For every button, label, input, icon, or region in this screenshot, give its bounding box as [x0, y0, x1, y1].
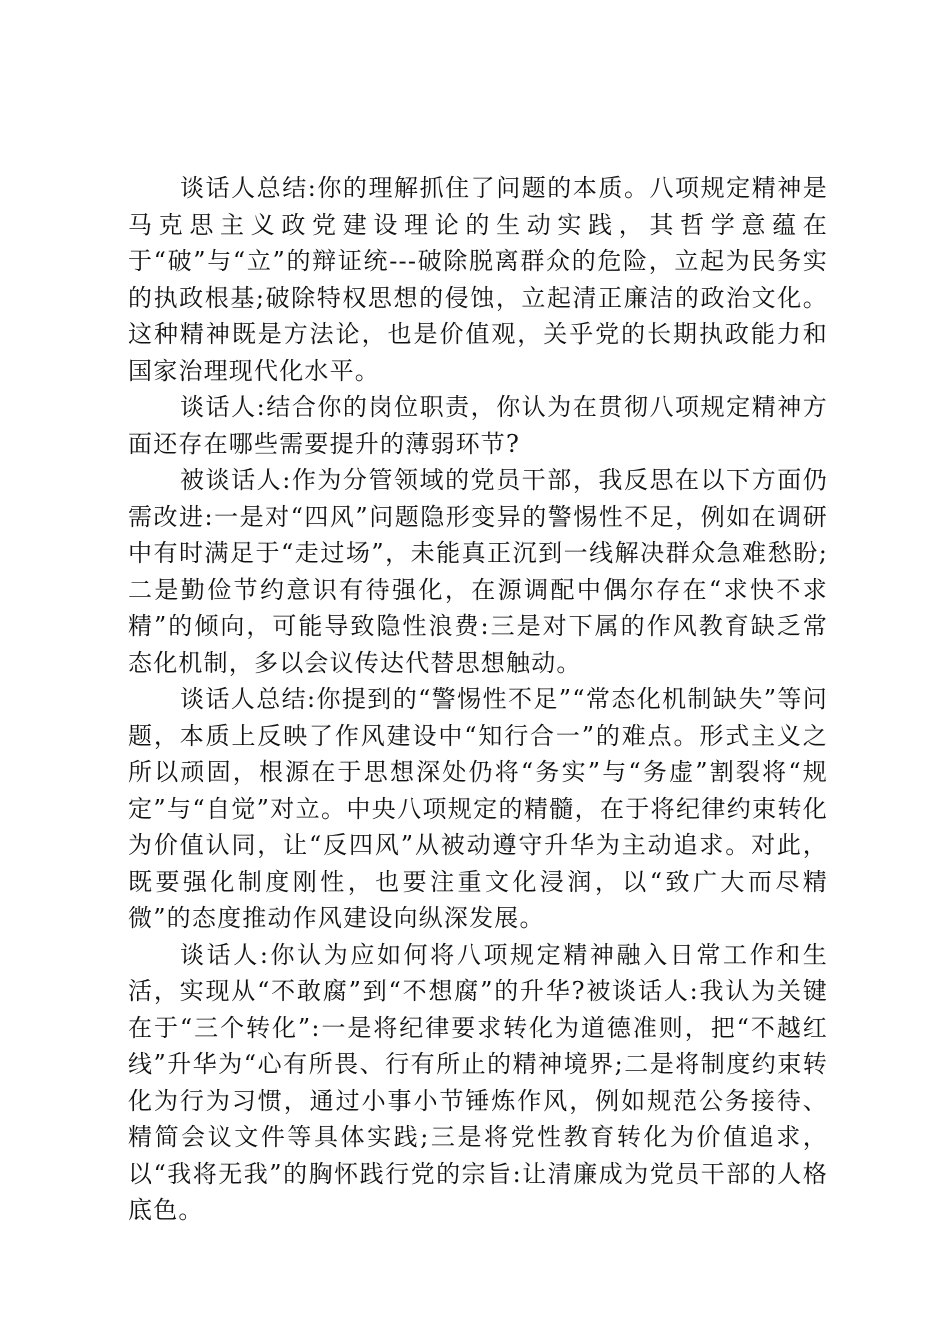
paragraph-interviewee-answer-1: 被谈话人:作为分管领域的党员干部，我反思在以下方面仍需改进:一是对“四风”问题隐形变异的警惕性不足，例如在调研中有时满足于“走过场”，未能真正沉到一线解决群众急难愁盼;二是勤俭节约意识有待强化，在源调配中偶尔存在“求快不求精”的倾向，可能导致隐性浪费:三是对下属的作风教育缺乏常态化机制，多以会议传达代替思想触动。 [128, 466, 828, 677]
paragraph-interviewer-question-1: 谈话人:结合你的岗位职责，你认为在贯彻八项规定精神方面还存在哪些需要提升的薄弱环节? [128, 393, 828, 458]
paragraph-interviewer-summary-1: 谈话人总结:你的理解抓住了问题的本质。八项规定精神是马克思主义政党建设理论的生动实践，其哲学意蕴在于“破”与“立”的辩证统---破除脱离群众的危险，立起为民务实的执政根基;破除特权思想的侵蚀，立起清正廉洁的政治文化。这种精神既是方法论，也是价值观，关乎党的长期执政能力和国家治理现代化水平。 [128, 174, 828, 385]
document-body [128, 170, 828, 1229]
paragraph-interviewer-summary-2: 谈话人总结:你提到的“警惕性不足”“常态化机制缺失”等问题，本质上反映了作风建设中“知行合一”的难点。形式主义之所以顽固，根源在于思想深处仍将“务实”与“务虚”割裂将“规定”与“自觉”对立。中央八项规定的精髓，在于将纪律约束转化为价值认同，让“反四风”从被动遵守升华为主动追求。对此，既要强化制度刚性，也要注重文化浸润，以“致广大而尽精微”的态度推动作风建设向纵深发展。 [128, 685, 828, 932]
paragraph-interviewer-question-2: 谈话人:你认为应如何将八项规定精神融入日常工作和生活，实现从“不敢腐”到“不想腐”的升华?被谈话人:我认为关键在于“三个转化”:一是将纪律要求转化为道德准则，把“不越红线”升华为“心有所畏、行有所止的精神境界;二是将制度约束转化为行为习惯，通过小事小节锤炼作风，例如规范公务接待、精简会议文件等具体实践;三是将党性教育转化为价值追求，以“我将无我”的胸怀践行党的宗旨:让清廉成为党员干部的人格底色。 [128, 940, 828, 1224]
